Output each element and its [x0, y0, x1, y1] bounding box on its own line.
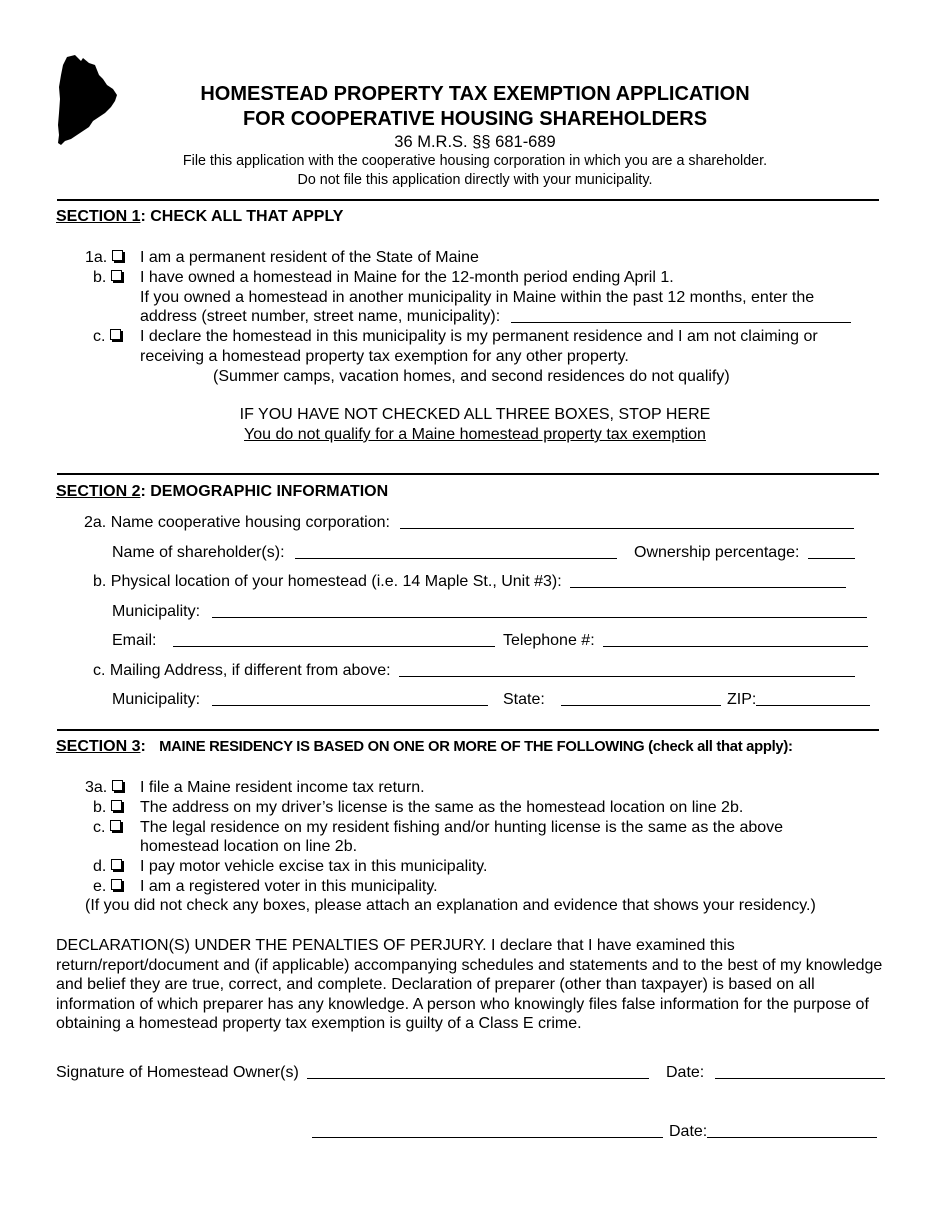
prior-address-field[interactable]: [511, 308, 851, 323]
signature-row-1: [56, 1063, 649, 1082]
item-num: b.: [93, 269, 107, 286]
checkbox-3e[interactable]: [111, 879, 122, 890]
checkbox-1b[interactable]: [111, 270, 122, 281]
municipality-field[interactable]: [212, 603, 867, 618]
email-label: Email:: [112, 632, 157, 649]
prior-address-label: address (street number, street name, municipality):: [140, 308, 501, 325]
item-1c-line2: receiving a homestead property tax exemption for any other property.: [140, 348, 629, 365]
zip-row: [727, 690, 870, 709]
item-1b-text: I have owned a homestead in Maine for the 12-month period ending April 1.: [140, 269, 674, 286]
item-3a-text: I file a Maine resident income tax return.: [140, 779, 425, 796]
item-num: 1a.: [85, 249, 108, 266]
date-field-2[interactable]: [707, 1123, 877, 1138]
date-row-2: [669, 1122, 877, 1141]
zip-field[interactable]: [756, 691, 870, 706]
email-row: [112, 631, 495, 650]
section2-title: : DEMOGRAPHIC INFORMATION: [140, 483, 389, 500]
item-1b-line3: [140, 307, 851, 326]
item-1c-text: I declare the homestead in this municipality is my permanent residence and I am not claiming or: [140, 328, 818, 345]
corp-label: 2a. Name cooperative housing corporation:: [84, 514, 390, 531]
section3-title: MAINE RESIDENCY IS BASED ON ONE OR MORE OF THE FOLLOWING (check all that apply):: [159, 739, 793, 755]
checkbox-1a[interactable]: [112, 250, 123, 261]
signature-field-1[interactable]: [307, 1064, 649, 1079]
filing-instruction-1: File this application with the cooperative housing corporation in which you are a shareholder.: [182, 153, 768, 169]
section1-heading: [56, 208, 343, 226]
item-1a-text: I am a permanent resident of the State of Maine: [140, 249, 479, 266]
item-num: 3a.: [85, 779, 108, 796]
item-3c-text: The legal residence on my resident fishing and/or hunting license is the same as the above: [140, 819, 784, 836]
section2-heading: [56, 483, 388, 501]
qualify-notice-text: You do not qualify for a Maine homestead property tax exemption: [244, 426, 706, 443]
item-3a: [85, 778, 127, 797]
qualify-notice: [0, 425, 950, 444]
corp-name-field[interactable]: [400, 514, 854, 529]
divider: [57, 473, 879, 475]
state-label: State:: [503, 691, 545, 708]
telephone-label: Telephone #:: [503, 632, 595, 649]
item-3d-text: I pay motor vehicle excise tax in this municipality.: [140, 858, 488, 875]
physical-location-field[interactable]: [570, 573, 846, 588]
item-1c-note: (Summer camps, vacation homes, and second residences do not qualify): [213, 368, 730, 385]
ownership-label: Ownership percentage:: [634, 544, 800, 561]
corp-row: [84, 513, 854, 532]
mail-municipality-row: [112, 690, 488, 709]
physical-row: [93, 572, 846, 591]
item-3b: [93, 798, 126, 817]
item-3e: [93, 877, 126, 896]
perjury-declaration: DECLARATION(S) UNDER THE PENALTIES OF PERJURY. I declare that I have examined this return/report/document and (if applicable) accompanying schedules and statements and to the best of my knowledge and belief they are true, correct, and complete. Declaration of preparer (other than taxpayer) is based on all information of which preparer has any knowledge. A person who knowingly files false information for the purpose of obtaining a homestead property tax exemption is guilty of a Class E crime.: [56, 937, 883, 1033]
filing-instruction-2: Do not file this application directly with your municipality.: [297, 172, 653, 188]
state-field[interactable]: [561, 691, 721, 706]
item-num: e.: [93, 878, 107, 895]
section3-note: (If you did not check any boxes, please attach an explanation and evidence that shows your residency.): [85, 897, 816, 914]
ownership-row: [634, 543, 855, 562]
signature-owner-label: Signature of Homestead Owner(s): [56, 1064, 299, 1081]
divider: [57, 199, 879, 201]
item-1c: [93, 327, 125, 346]
stop-notice: IF YOU HAVE NOT CHECKED ALL THREE BOXES, STOP HERE: [239, 406, 711, 423]
telephone-row: [503, 631, 868, 650]
municipality-row: [112, 602, 867, 621]
signature-field-2[interactable]: [312, 1123, 663, 1138]
shareholder-row: [112, 543, 617, 562]
item-3b-text: The address on my driver’s license is the same as the homestead location on line 2b.: [140, 799, 744, 816]
item-1a: [85, 248, 127, 267]
section1-label: SECTION 1: [56, 208, 141, 225]
state-row: [503, 690, 721, 709]
section3-heading: [56, 738, 793, 756]
checkbox-1c[interactable]: [110, 329, 121, 340]
section1-title: : CHECK ALL THAT APPLY: [140, 208, 344, 225]
email-field[interactable]: [173, 632, 495, 647]
section3-label: SECTION 3: [56, 738, 141, 755]
statute-reference: 36 M.R.S. §§ 681-689: [394, 133, 556, 151]
section2-label: SECTION 2: [56, 483, 141, 500]
ownership-percentage-field[interactable]: [808, 544, 855, 559]
item-num: c.: [93, 819, 106, 836]
mailing-address-field[interactable]: [399, 662, 855, 677]
date-field-1[interactable]: [715, 1064, 885, 1079]
item-3c: [93, 818, 125, 837]
zip-label: ZIP:: [727, 691, 757, 708]
telephone-field[interactable]: [603, 632, 868, 647]
signature-row-2: [312, 1122, 663, 1141]
item-3d: [93, 857, 126, 876]
mailing-label: c. Mailing Address, if different from above:: [93, 662, 391, 679]
item-1b: [93, 268, 126, 287]
item-1b-line2: If you owned a homestead in another municipality in Maine within the past 12 months, enter the: [140, 289, 815, 306]
mail-municipality-field[interactable]: [212, 691, 488, 706]
shareholder-label: Name of shareholder(s):: [112, 544, 285, 561]
municipality-label: Municipality:: [112, 603, 201, 620]
date-label-2: Date:: [669, 1123, 708, 1140]
date-label-1: Date:: [666, 1064, 705, 1081]
date-row-1: [666, 1063, 885, 1082]
item-num: b.: [93, 799, 107, 816]
mail-municipality-label: Municipality:: [112, 691, 201, 708]
checkbox-3b[interactable]: [111, 800, 122, 811]
mailing-row: [93, 661, 855, 680]
item-num: d.: [93, 858, 107, 875]
item-3c-line2: homestead location on line 2b.: [140, 838, 358, 855]
form-title-line2: FOR COOPERATIVE HOUSING SHAREHOLDERS: [242, 108, 708, 130]
checkbox-3c[interactable]: [110, 820, 121, 831]
divider: [57, 729, 879, 731]
item-num: c.: [93, 328, 106, 345]
form-title-line1: HOMESTEAD PROPERTY TAX EXEMPTION APPLICATION: [200, 83, 750, 105]
item-3e-text: I am a registered voter in this municipality.: [140, 878, 438, 895]
checkbox-3a[interactable]: [112, 780, 123, 791]
shareholder-name-field[interactable]: [295, 544, 617, 559]
physical-label: b. Physical location of your homestead (i.e. 14 Maple St., Unit #3):: [93, 573, 562, 590]
section3-title-prefix: :: [140, 738, 160, 755]
checkbox-3d[interactable]: [111, 859, 122, 870]
